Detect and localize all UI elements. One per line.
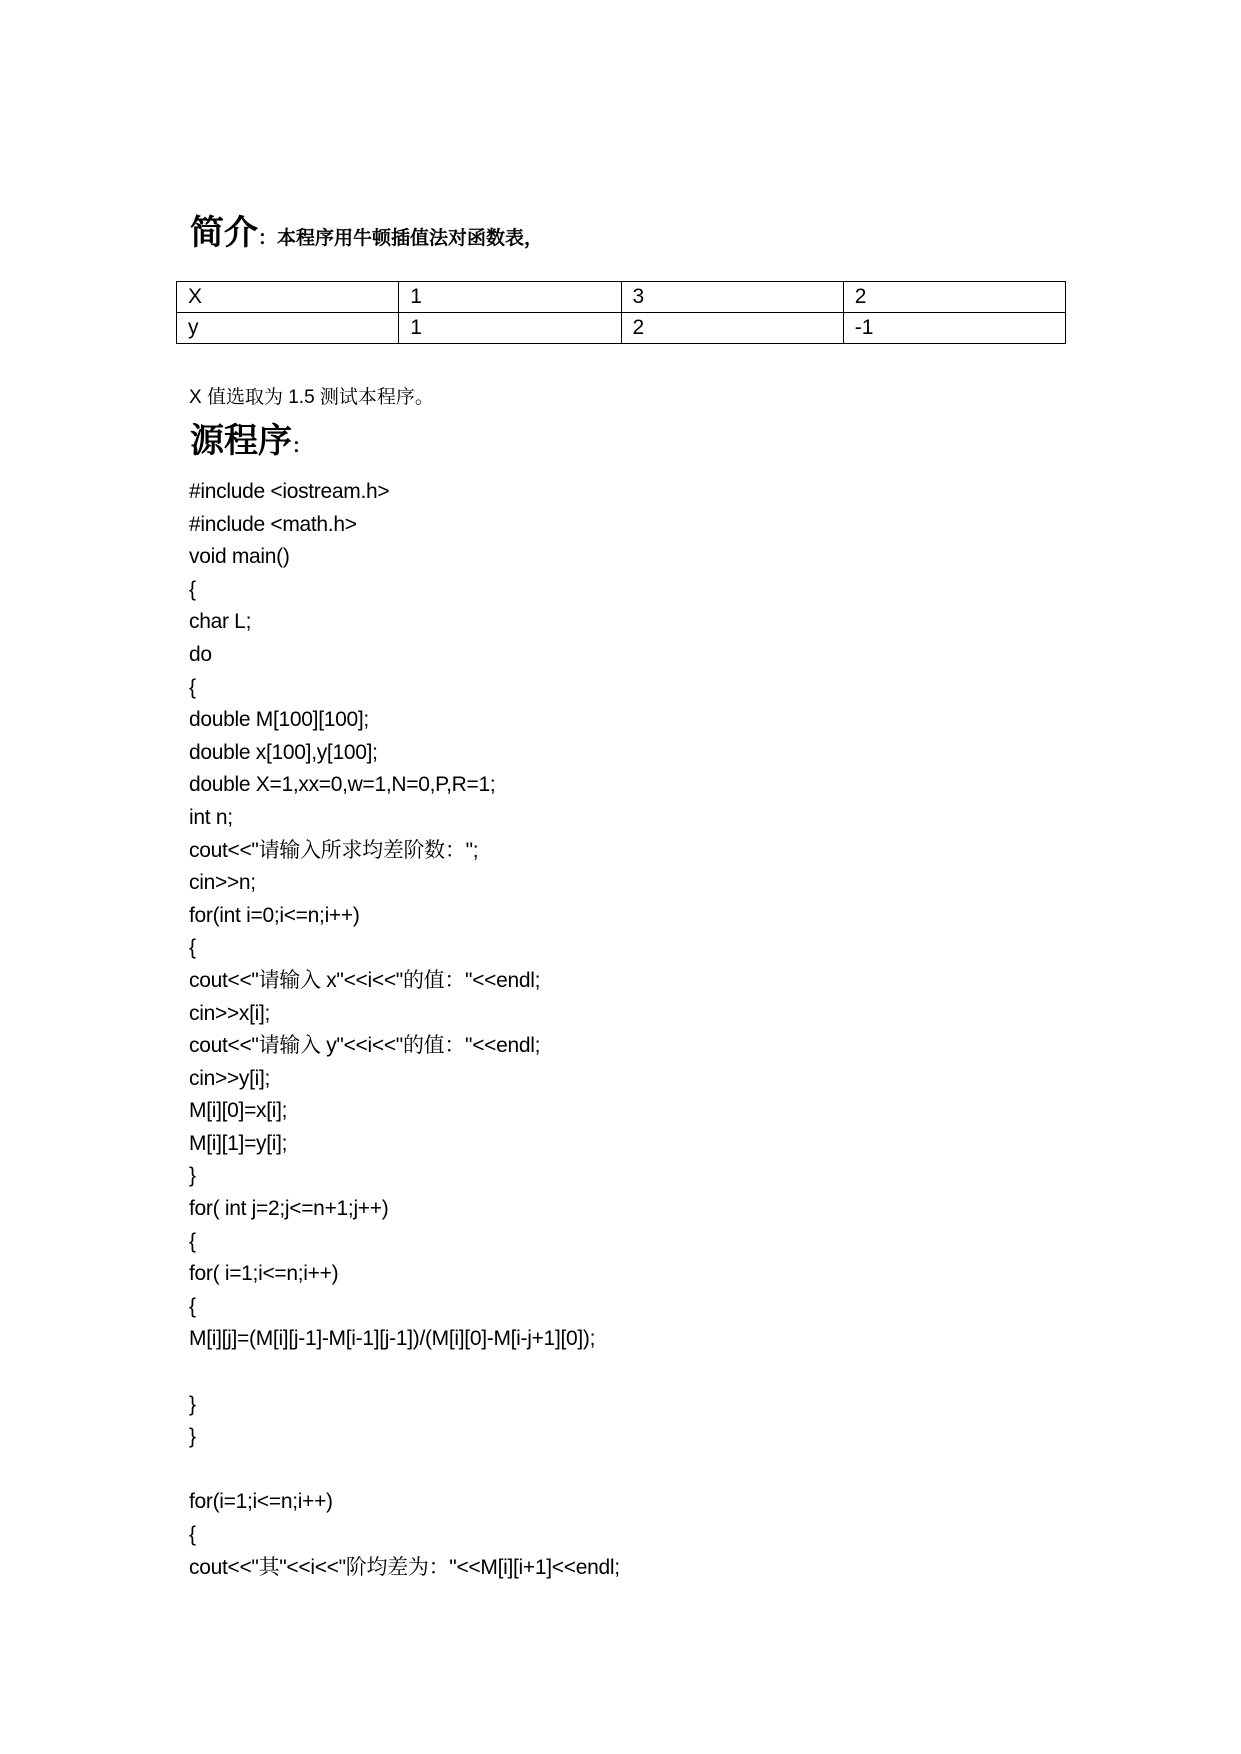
intro-text: ：本程序用牛顿插值法对函数表， <box>258 227 544 249</box>
code-line: { <box>189 936 196 960</box>
code-line: cout<<"其"<<i<<"阶均差为："<<M[i][i+1]<<endl; <box>189 1555 620 1579</box>
table-cell: y <box>177 313 399 344</box>
table-cell: X <box>177 282 399 313</box>
table-cell: 2 <box>843 282 1065 313</box>
code-line: { <box>189 675 196 699</box>
code-line: { <box>189 1294 196 1318</box>
code-line: cout<<"请输入所求均差阶数："; <box>189 838 479 862</box>
code-line: } <box>189 1392 196 1416</box>
code-line: cin>>n; <box>189 871 256 895</box>
code-line: #include <math.h> <box>189 512 357 536</box>
intro-title: 简介 <box>190 213 258 253</box>
code-line: } <box>189 1164 196 1188</box>
table-row-x <box>177 282 1066 313</box>
code-line: M[i][1]=y[i]; <box>189 1131 288 1155</box>
code-line: for( i=1;i<=n;i++) <box>189 1262 339 1286</box>
source-heading <box>190 421 312 461</box>
code-line: int n; <box>189 805 233 829</box>
code-line: #include <iostream.h> <box>189 480 390 503</box>
table-cell: -1 <box>843 313 1065 344</box>
code-line: { <box>189 1229 196 1253</box>
code-line: double X=1,xx=0,w=1,N=0,P,R=1; <box>189 773 496 797</box>
code-line: char L; <box>189 610 252 634</box>
code-line: void main() <box>189 545 290 569</box>
code-line: double M[100][100]; <box>189 708 369 732</box>
source-colon: ： <box>292 435 312 457</box>
table-cell: 1 <box>399 282 621 313</box>
code-line <box>189 1356 620 1389</box>
code-line: { <box>189 1523 196 1546</box>
code-line: for(i=1;i<=n;i++) <box>189 1490 333 1514</box>
source-code <box>189 476 620 1584</box>
code-line: do <box>189 642 212 666</box>
source-title: 源程序 <box>190 421 292 461</box>
function-table <box>176 281 1066 344</box>
code-line <box>189 1454 620 1487</box>
code-line: } <box>189 1425 196 1449</box>
test-note: X 值选取为 1.5 测试本程序。 <box>189 387 434 408</box>
code-line: cout<<"请输入 y"<<i<<"的值："<<endl; <box>189 1034 541 1058</box>
code-line: cin>>y[i]; <box>189 1066 271 1090</box>
code-line: M[i][j]=(M[i][j-1]-M[i-1][j-1])/(M[i][0]-M[i-j+1][0]); <box>189 1327 596 1351</box>
table-row-y <box>177 313 1066 344</box>
table-cell: 1 <box>399 313 621 344</box>
code-line: M[i][0]=x[i]; <box>189 1099 288 1123</box>
code-line: double x[100],y[100]; <box>189 740 378 764</box>
table-cell: 3 <box>621 282 843 313</box>
intro-heading <box>190 213 544 253</box>
table-cell: 2 <box>621 313 843 344</box>
code-line: for( int j=2;j<=n+1;j++) <box>189 1197 389 1221</box>
code-line: for(int i=0;i<=n;i++) <box>189 903 360 927</box>
code-line: cout<<"请输入 x"<<i<<"的值："<<endl; <box>189 968 541 992</box>
code-line: cin>>x[i]; <box>189 1001 271 1025</box>
code-line: { <box>189 577 196 601</box>
